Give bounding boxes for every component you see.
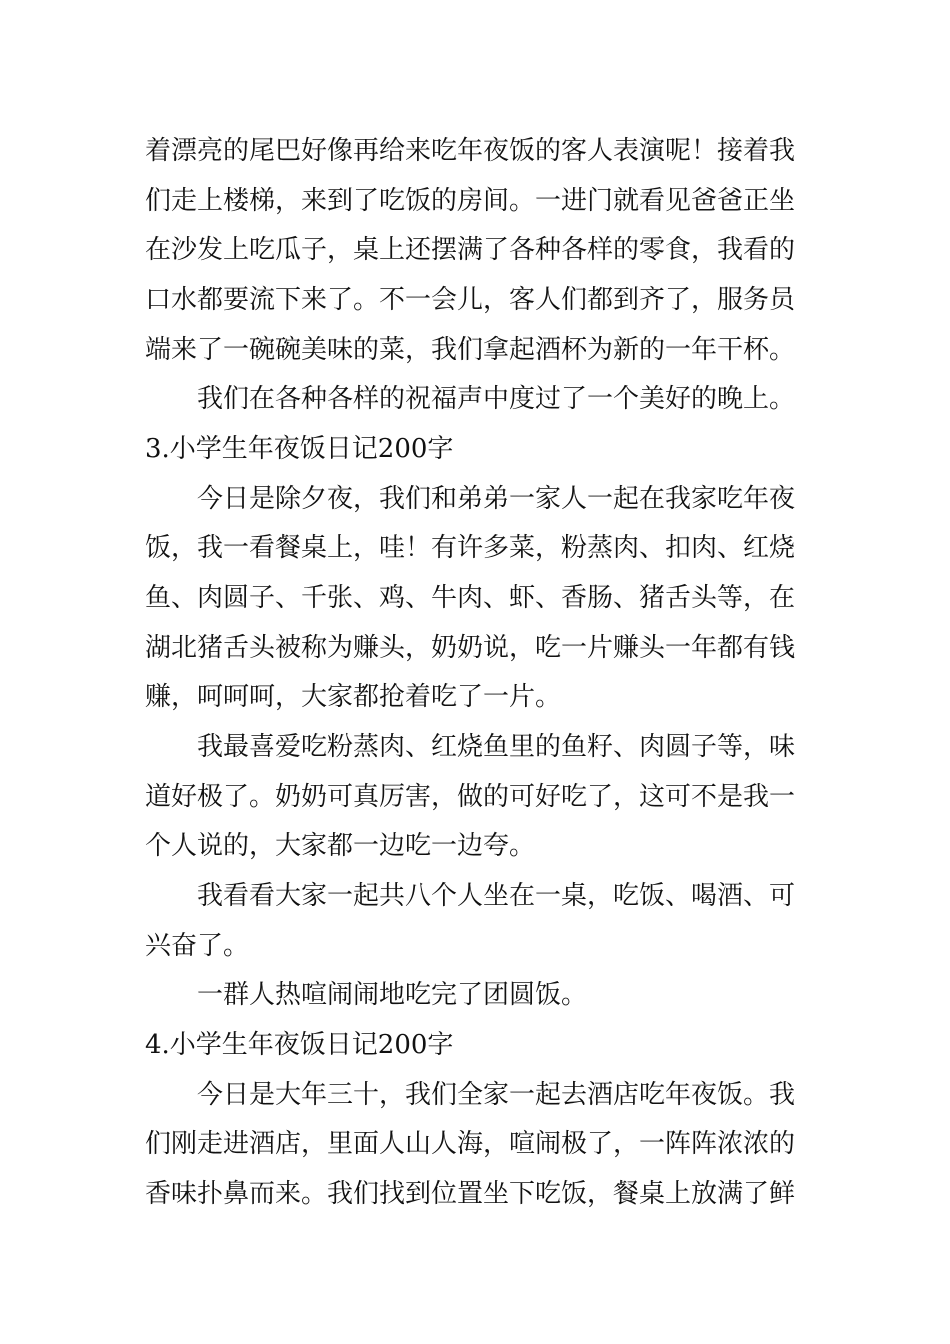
text-line: 今日是大年三十，我们全家一起去酒店吃年夜饭。我 — [197, 1080, 796, 1110]
text-line: 在沙发上吃瓜子，桌上还摆满了各种各样的零食，我看的 — [145, 235, 796, 265]
text-line: 兴奋了。 — [145, 931, 250, 961]
text-line: 个人说的，大家都一边吃一边夸。 — [145, 831, 536, 861]
text-line: 湖北猪舌头被称为赚头，奶奶说，吃一片赚头一年都有钱 — [145, 633, 796, 663]
text-line: 们刚走进酒店，里面人山人海，喧闹极了，一阵阵浓浓的 — [145, 1129, 796, 1159]
section-heading: 4.小学生年夜饭日记200字 — [145, 1030, 454, 1060]
text-line: 我们在各种各样的祝福声中度过了一个美好的晚上。 — [197, 384, 796, 414]
text-line: 鱼、肉圆子、千张、鸡、牛肉、虾、香肠、猪舌头等，在 — [145, 583, 796, 613]
text-line: 口水都要流下来了。不一会儿，客人们都到齐了，服务员 — [145, 285, 796, 315]
section-heading: 3.小学生年夜饭日记200字 — [145, 434, 454, 464]
text-line: 一群人热喧闹闹地吃完了团圆饭。 — [197, 980, 588, 1010]
text-line: 今日是除夕夜，我们和弟弟一家人一起在我家吃年夜 — [197, 484, 796, 514]
text-line: 赚，呵呵呵，大家都抢着吃了一片。 — [145, 682, 562, 712]
text-line: 我看看大家一起共八个人坐在一桌，吃饭、喝酒、可 — [197, 881, 796, 911]
text-line: 着漂亮的尾巴好像再给来吃年夜饭的客人表演呢！接着我 — [145, 136, 796, 166]
text-line: 饭，我一看餐桌上，哇！有许多菜，粉蒸肉、扣肉、红烧 — [145, 533, 796, 563]
text-line: 香味扑鼻而来。我们找到位置坐下吃饭，餐桌上放满了鲜 — [145, 1179, 796, 1209]
text-line: 们走上楼梯，来到了吃饭的房间。一进门就看见爸爸正坐 — [145, 186, 796, 216]
text-line: 端来了一碗碗美味的菜，我们拿起酒杯为新的一年干杯。 — [145, 335, 796, 365]
text-line: 道好极了。奶奶可真厉害，做的可好吃了，这可不是我一 — [145, 782, 796, 812]
text-line: 我最喜爱吃粉蒸肉、红烧鱼里的鱼籽、肉圆子等，味 — [197, 732, 796, 762]
